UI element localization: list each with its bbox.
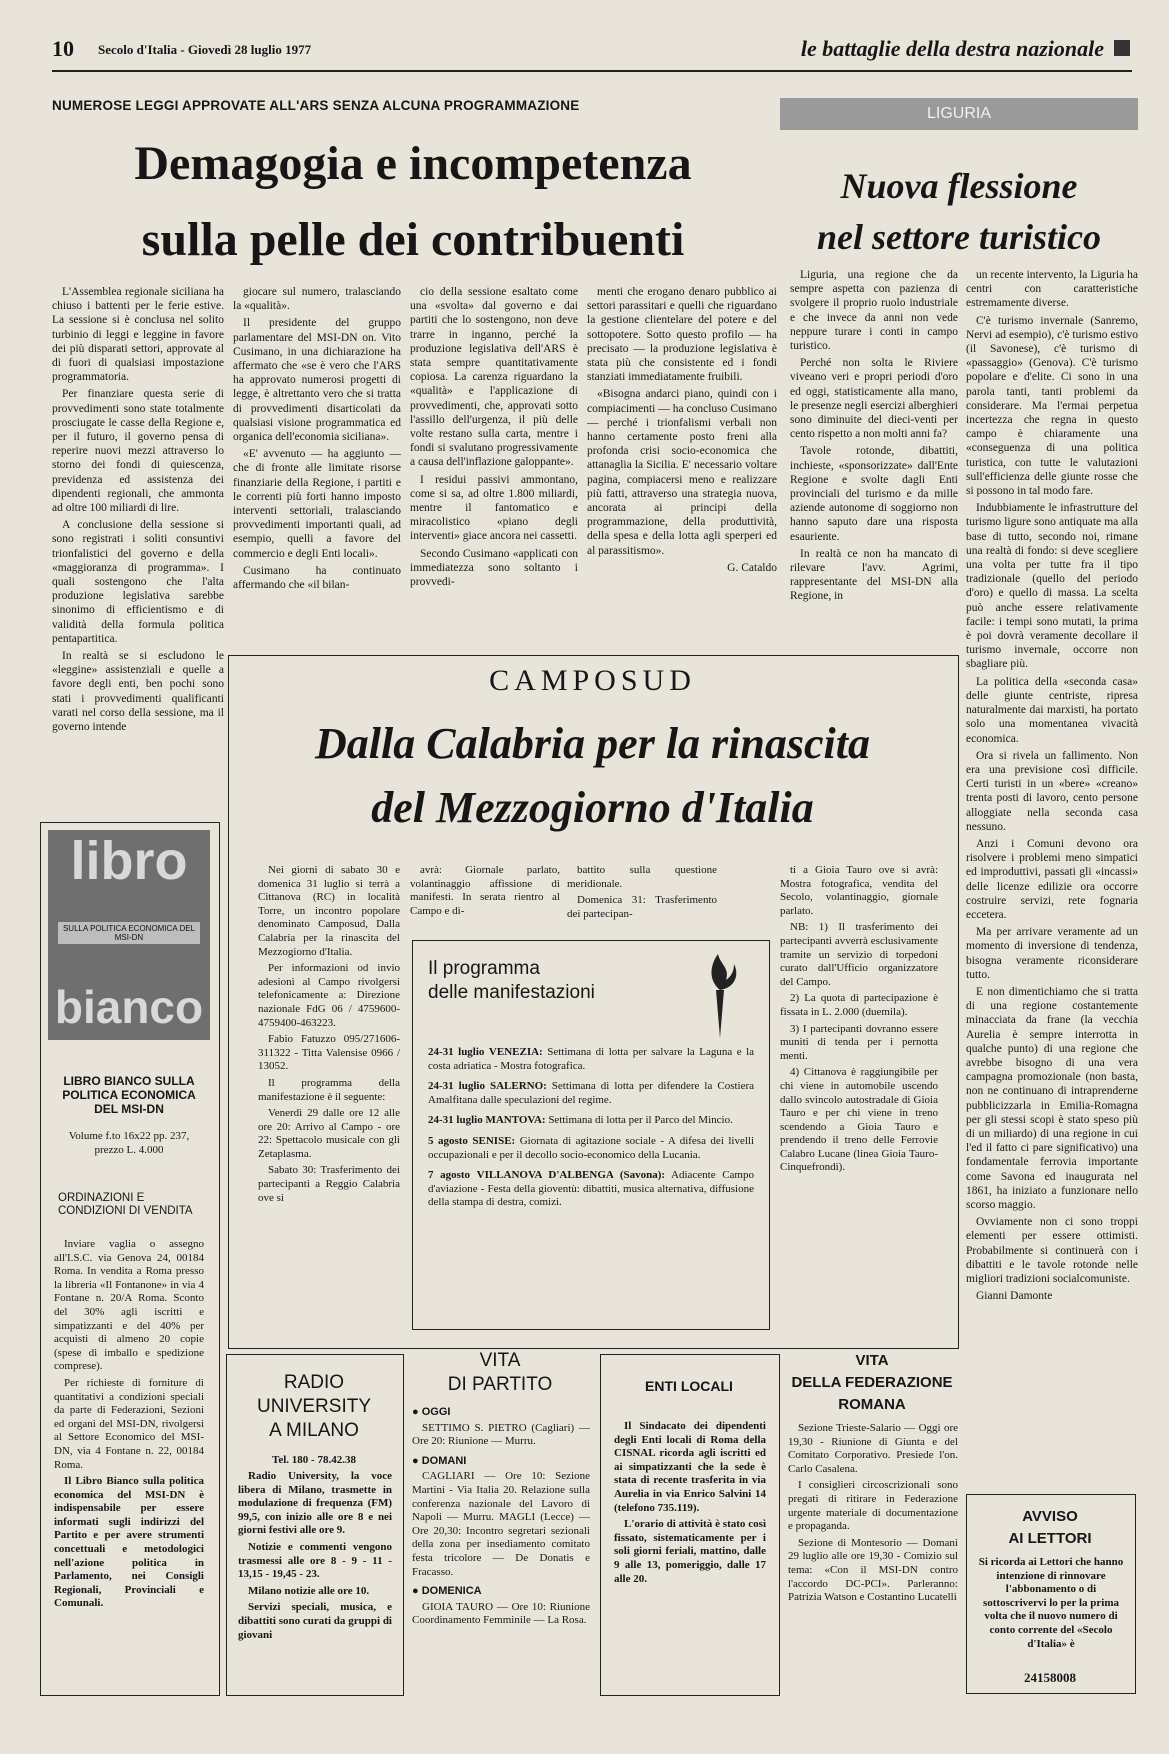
camposud-headline-2: del Mezzogiorno d'Italia [371, 783, 814, 832]
federazione-title-1: VITA [855, 1352, 889, 1369]
page-number: 10 [52, 36, 74, 61]
section-mark-icon [1114, 40, 1130, 56]
main-headline-1: Demagogia e incompetenza [134, 137, 692, 190]
paper-date: Secolo d'Italia - Giovedì 28 luglio 1977 [98, 42, 312, 57]
camposud-col-4: ti a Gioia Tauro ove si avrà: Mostra fotografica, vendita del Secolo, volantinaggio, giornale parlato. NB: 1) Il trasferimento dei partecipanti avverrà esclusivamente tramite un servizio di torpedoni curato dall'Ufficio organizzatore del Campo. 2) La quota di partecipazione è fissata in L. 2.000 (duemila). 3) I partecipanti dovranno essere muniti di tenda per i pernotta menti. 4) Cittanova è raggiungibile per chi viene in automobile uscendo dallo svincolo autostradale di Gioia Tauro e per chi viene in treno scendendo a Gioia Tauro e prendendo il treno delle Ferrovie Calabro Lucane (linea Gioia Tauro-Cinquefrondi). [780, 864, 938, 1174]
camposud-col-2: avrà: Giornale parlato, volantinaggio affissione di manifesti. In serata rientro al Campo e di- [410, 864, 560, 917]
cover-mid-text: SULLA POLITICA ECONOMICA DEL MSI-DN [58, 922, 200, 944]
camposud-headline-1: Dalla Calabria per la rinascita [315, 719, 870, 768]
programma-list [428, 1046, 754, 1316]
camposud-label: CAMPOSUD [489, 664, 696, 697]
liguria-headline-2: nel settore turistico [816, 217, 1101, 257]
main-col-4: menti che erogano denaro pubblico ai settori parassitari e quelli che riguardano la gestione clientelare del potere e del sottopotere. Sotto questo profilo — ha precisato — la produzione legislativa è stata più che consistente ed i fondi stanziati immediatamente fruibili. «Bisogna andarci piano, quindi con i compiacimenti — ha concluso Cusimano — perché i trionfalismi verbali non hanno certamente posto freni alla profonda crisi socio-economica che attanaglia la Sicilia. E' necessario voltare pagina, compiacersi meno e realizzare più fatti, attraverso una strategia nuova, ancorata ai principi della programmazione, della produttività, della spesa e della lotta agli sperperi ed al parassitismo». G. Cataldo [587, 286, 777, 574]
programma-item: 24-31 luglio MANTOVA: Settimana di lotta per il Parco del Mincio. [428, 1114, 733, 1127]
radio-title-2: UNIVERSITY [256, 1396, 372, 1417]
liguria-banner: LIGURIA [780, 98, 1138, 130]
section-title: le battaglie della destra nazionale [800, 36, 1104, 61]
main-kicker: NUMEROSE LEGGI APPROVATE ALL'ARS SENZA ALCUNA PROGRAMMAZIONE [52, 98, 580, 113]
radio-text: Radio University, la voce libera di Milano, trasmette in modulazione di frequenza (FM) 99,5, con inizio alle ore 8 e nei giorni festivi alle ore 9. Notizie e commenti vengono trasmessi alle ore 8 - 9 - 11 - 13,15 - 19,45 - 23. Milano notizie alle ore 10. Servizi speciali, musica, e dibattiti sono curati da gruppi di giovani [238, 1470, 392, 1641]
avviso-text: Si ricorda ai Lettori che hanno intenzione di rinnovare l'abbonamento o di sottoscrivervi lo per la prima volta che il nuovo numero di conto corrente del «Secolo d'Italia» è [978, 1556, 1124, 1650]
cover-bottom-text: bianco [54, 981, 204, 1033]
enti-locali-text: Il Sindacato dei dipendenti degli Enti locali di Roma della CISNAL ricorda agli iscritti ed ai simpatizzanti che la sede è stata di recente trasferita in via Aurelia in via Enrico Salvini 14 (telefono 735.119). L'orario di attività è stato così fissato, sistematicamente per i soli giorni feriali, mattino, dalle 9 alle 13, pomeriggio, dalle 17 alle 20. [614, 1420, 766, 1585]
masthead [52, 36, 1132, 70]
avviso-title-1: AVVISO [1022, 1508, 1078, 1525]
programma-item: 24-31 luglio VENEZIA: Settimana di lotta per salvare la Laguna e la costa adriatica - Mostra fotografica. [428, 1046, 754, 1072]
header-rule [52, 70, 1132, 72]
libro-cover [48, 830, 210, 1040]
torch-icon [690, 950, 750, 1040]
bullet-icon: ● [412, 1454, 419, 1467]
federazione-title-2: DELLA FEDERAZIONE [791, 1374, 953, 1391]
main-headline-2: sulla pelle dei contribuenti [141, 213, 685, 266]
camposud-col-1: Nei giorni di sabato 30 e domenica 31 luglio si terrà a Cittanova (RC) in località Torre, un incontro popolare denominato Camposud, Dalla Calabria per la rinascita del Mezzogiorno d'Italia. Per informazioni od invio adesioni al Campo rivolgersi telefonicamente a: Direzione nazionale FdG 06 / 4759600-4759400-463223. Fabio Fatuzzo 095/271606-311322 - Titta Valensise 0966 / 13052. Il programma della manifestazione è il seguente: Venerdì 29 dalle ore 12 alle ore 20: Arrivo al Campo - ore 22: Spettacolo musicale con gli Zetaplasma. Sabato 30: Trasferimento dei partecipanti a Reggio Calabria ove si [258, 864, 400, 1204]
libro-text: Inviare vaglia o assegno all'I.S.C. via Genova 24, 00184 Roma. In vendita a Roma presso la libreria «Il Fontanone» in via 4 Fontane n. 20/A Roma. Sconto del 30% agli iscritti e simpatizzanti e del 40% per acquisti di almeno 20 copie (spese di imballo e spedizione comprese). Per richieste di forniture di quantitativi a condizioni speciali da parte di Federazioni, Sezioni ed organi del MSI-DN, rivolgersi al Settore Economico del MSI-DN, via 4 Fontane n. 22, 00184 Roma. Il Libro Bianco sulla politica economica del MSI-DN è indispensabile per essere informati sugli indirizzi del Partito e per avere strumenti concettuali e metodologici nell'azione politica in Parlamento, nei Consigli Regionali, Provinciali e Comunali. [54, 1238, 204, 1610]
vita-partito-title-2: DI PARTITO [447, 1374, 553, 1395]
avviso-number: 24158008 [1024, 1670, 1076, 1685]
main-col-1: L'Assemblea regionale siciliana ha chiuso i battenti per le ferie estive. La sessione si è conclusa nel solito turbinio di leggi e leggine in favore dei più disparati settori, approvate al di fuori di qualsiasi impostazione programmatoria. Per finanziare questa serie di provvedimenti sono state totalmente prosciugate le casse della Regione e, per il futuro, il governo pensa di reperire nuovi mezzi attraverso lo storno dei fondi di quiescenza, previdenza ed assistenza dei dipendenti regionali, che ammonta ad oltre 100 miliardi di lire. A conclusione della sessione si sono registrati i soliti consuntivi trionfalistici del governo e della «maggioranza di programma». I quali sostengono che l'alta produzione legislativa sarebbe sinonimo di efficientismo e di validità della formula politica pentapartitica. In realtà se si escludono le «leggine» assistenziali e quelle a favore degli enti, ben pochi sono stati i provvedimenti qualificanti varati nel corso della sessione, ma il governo intende [52, 286, 224, 734]
libro-title: LIBRO BIANCO SULLA POLITICA ECONOMICA DEL MSI-DN [62, 1074, 196, 1116]
programma-title-2: delle manifestazioni [428, 982, 595, 1003]
vita-partito-text: ● OGGI SETTIMO S. PIETRO (Cagliari) — Ore 20: Riunione — Murru. ● DOMANI CAGLIARI — Ore 10: Sezione Martini - Via Italia 20. Relazione sulla conferenza nazionale del Lavoro di Napoli — Murru. MAGLI (Lecce) — Ore 20,30: Incontro segretari sezionali della zona per insediamento comitato festa tricolore — De Donatis e Fracasso. ● DOMENICA GIOIA TAURO — Ore 10: Riunione Coordinamento Femminile — La Rosa. [412, 1406, 590, 1627]
federazione-text: Sezione Trieste-Salario — Oggi ore 19,30 - Riunione di Giunta e del Comitato Corporativo. Presiede l'on. Carlo Casalena. I consiglieri circoscrizionali sono pregati di ritirare in Federazione urgente materiale di documentazione e propaganda. Sezione di Montesorio — Domani 29 luglio alle ore 19,30 - Comizio sul tema: «Con il MSI-DN contro l'accordo DC-PCI». Parleranno: Patrizia Watson e Costantino Lucatelli [788, 1422, 958, 1604]
cover-top-text: libro [70, 831, 188, 891]
libro-desc: Volume f.to 16x22 pp. 237, prezzo L. 4.000 [68, 1130, 190, 1156]
bullet-icon: ● [412, 1406, 419, 1418]
libro-subhead: ORDINAZIONI E CONDIZIONI DI VENDITA [58, 1192, 193, 1217]
avviso-title-2: AI LETTORI [1008, 1530, 1092, 1547]
main-col-2: giocare sul numero, tralasciando la «qualità». Il presidente del gruppo parlamentare del MSI-DN on. Vito Cusimano, in una dichiarazione ha affermato che «se è vero che l'ARS ha approvato numerosi progetti di legge, è altrettanto vero che si tratta di provvedimenti disarticolati da qualsiasi visione programmatica ed organica dell'economia siciliana». «E' avvenuto — ha aggiunto — che di fronte alle limitate risorse finanziarie della Regione, i partiti e le correnti più forti hanno imposto interventi settoriali, tralasciando provvedimenti importanti quali, ad esempio, quelli a favore del commercio e degli Enti locali». Cusimano ha continuato affermando che «il bilan- [233, 286, 401, 592]
radio-title-1: RADIO [283, 1372, 345, 1393]
radio-tel: Tel. 180 - 78.42.38 [272, 1454, 356, 1466]
liguria-col-1: Liguria, una regione che da sempre aspetta con pazienza di svolgere il proprio ruolo industriale e che invece da anni non vede neppure turare i conti in campo turistico. Perché non solta le Riviere viveano veri e propri periodi d'oro ed oggi, statisticamente alla mano, le presenze negli esercizi alberghieri sono diminuite del dieci-venti per cento rispetto a non molti anni fa? Tavole rotonde, dibattiti, inchieste, «sponsorizzate» dall'Ente Regione e svolte dagli Enti provinciali del turismo e da mille aziende autonome di soggiorno non hanno saputo dare una risposta esauriente. In realtà ce non ha mancato di rilevare l'avv. Agrimi, rappresentante del MSI-DN alla Regione, in [790, 269, 958, 603]
vita-partito-title-1: VITA [479, 1350, 521, 1371]
camposud-col-3: battito sulla questione meridionale. Domenica 31: Trasferimento dei partecipan- [567, 864, 717, 920]
enti-locali-title: ENTI LOCALI [645, 1378, 733, 1394]
programma-item: 24-31 luglio SALERNO: Settimana di lotta per difendere la Costiera Amalfitana dalle speculazioni del regime. [428, 1080, 754, 1106]
liguria-headline-1: Nuova flessione [840, 166, 1078, 206]
liguria-col-2: un recente intervento, la Liguria ha centri con caratteristiche estremamente diverse. C'è turismo invernale (Sanremo, Nervi ad esempio), c'è turismo estivo (il Savonese), c'è turismo di «passaggio» (Genova). C'è turismo popolare e d'elite. Ci sono in una parola tanti, tanti problemi da considerare. Ma l'ermai perpetua incertezza che regna in questo campo è chiaramente una «conseguenza di una politica turistica, con tutte le valutazioni sull'efficienza delle giunte rosse che si possono in tal modo fare. Indubbiamente le infrastrutture del turismo ligure sono antiquate ma alla base di tutto, secondo noi, rimane una realtà di fondo: si deve scegliere una volta per tutte fra il tipo tradizionale (quello del periodo d'oro) e quello di massa. La scelta può anche essere relativamente facile: i tempi sono mutati, la prima è poi dovrà veramente decollare il turismo invernale, occorre non sbagliare più. La politica della «seconda casa» delle giunte centriste, ripresa naturalmente dai marxisti, ha portato solo una momentanea vivacità economica. Ora si rivela un fallimento. Non era una previsione così difficile. Certi turisti in un «bere» «creano» trenta posti di lavoro, cento persone alloggiate nella seconda casa nessuno. Anzi i Comuni devono ora risolvere i problemi meno simpatici ed improduttivi, passati gli «incassi» delle licenze edilizie ora occorre costruire servizi, rete fognaria eccetera. Ma per arrivare veramente ad un momento di inversione di tendenza, bisogna veramente riconsiderare tutto. E non dimentichiamo che si tratta di una regione costantemente minacciata da frane (la vecchia Aurelia è sempre interrotta in qualche punto) di una regione che avrebbe bisogno di una vera campagna promozionale (non basta, non ne continuano di intraprenderne pubblicizzarla in Emilia-Romagna per gli stessi scopi è stato speso più di un miliardo) di una regione in cui l'ed il fatto ci pare significativo) una fondamentale ferrovia importante come Savona ed inaugurata nel 1861, ha iniziato a funzionare nello scorso maggio. Ovviamente non ci sono troppi elementi per essere ottimisti. Probabilmente si continuerà con i dibattiti e le tavole rotonde nelle migliori tradizioni socialcomuniste. Gianni Damonte [966, 269, 1138, 1303]
programma-title-1: Il programma [428, 958, 540, 979]
bullet-icon: ● [412, 1585, 419, 1598]
main-col-3: cio della sessione esaltato come una «svolta» dal governo e dai partiti che lo sostengono, non deve trarre in inganno, perché la produzione legislativa dell'ARS è stata sempre quantitativamente copiosa. La carenza riguardano la «qualità» e l'applicazione di provvedimenti, che, approvati sotto l'assillo dell'urgenza, il più delle volte restano sulla carta, mentre i fondi si svalutano progressivamente a causa dell'inflazione galoppante». I residui passivi ammontano, come si sa, ad oltre 1.800 miliardi, mentre il fantomatico e miracolistico «piano degli interventi» giace ancora nei cassetti. Secondo Cusimano «applicati con immediatezza sono soltanto i provvedi- [410, 286, 578, 589]
programma-item: 7 agosto VILLANOVA D'ALBENGA (Savona): Adiacente Campo d'aviazione - Festa della gioventù: dibattiti, musica alternativa, diffusione della stampa di destra, comizi. [428, 1169, 754, 1209]
programma-item: 5 agosto SENISE: Giornata di agitazione sociale - A difesa dei livelli occupazionali e per il decollo socio-economico della Lucania. [428, 1134, 754, 1161]
radio-title-3: A MILANO [269, 1420, 359, 1441]
federazione-title-3: ROMANA [838, 1396, 906, 1413]
